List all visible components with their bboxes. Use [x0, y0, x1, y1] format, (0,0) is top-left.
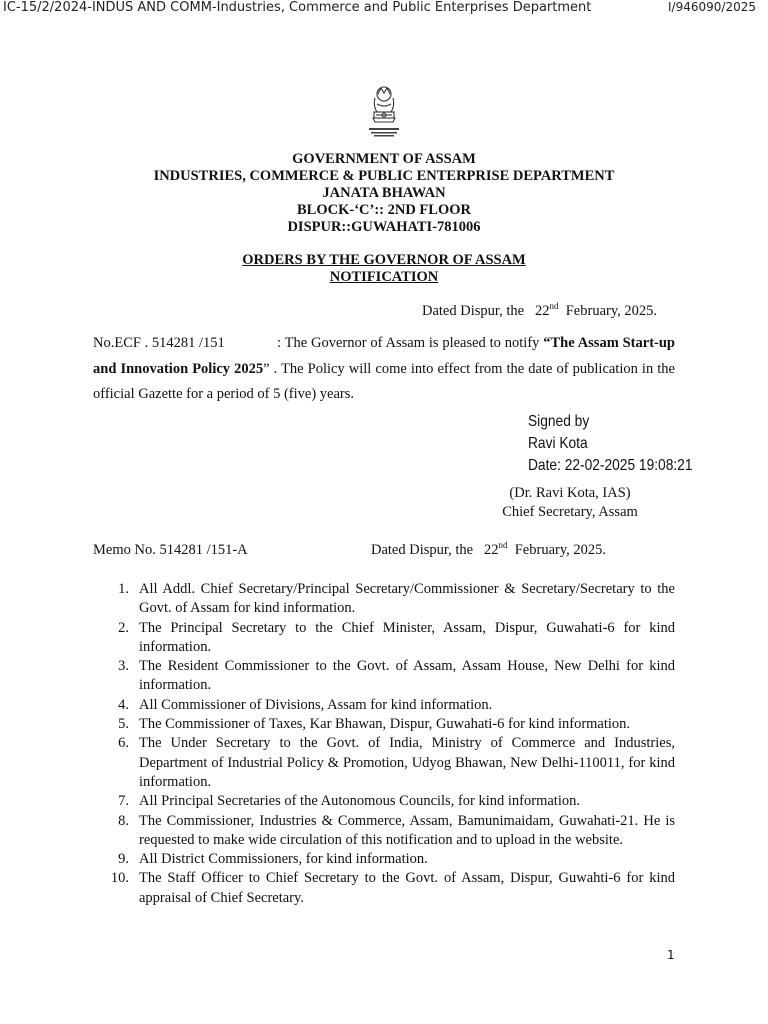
department-header — [0, 151, 768, 236]
memo-date-day: 22 — [483, 542, 499, 558]
header-block: BLOCK-‘C’:: 2ND FLOOR — [297, 202, 471, 218]
list-item-text: The Commissioner of Taxes, Kar Bhawan, Dispur, Guwahati-6 for kind information. — [139, 716, 631, 733]
list-item-text: All Principal Secretaries of the Autonomous Councils, for kind information. — [139, 793, 580, 810]
list-item — [93, 812, 675, 851]
list-item-number: 10. — [110, 870, 129, 887]
list-item-number: 5. — [118, 716, 129, 733]
file-reference: IC-15/2/2024-INDUS AND COMM-Industries, Commerce and Public Enterprises Department — [3, 0, 592, 15]
list-item — [93, 715, 675, 734]
receipt-reference: I/946090/2025 — [668, 0, 756, 14]
signatory-designation: Chief Secretary, Assam — [502, 504, 638, 520]
signed-by-label: Signed by — [528, 413, 590, 430]
date-suffix: nd — [549, 301, 559, 311]
list-item — [93, 619, 675, 658]
memo-number: Memo No. 514281 /151-A — [93, 542, 248, 558]
policy-name: “The Assam Start-up and Innovation Policy 2025 — [93, 335, 675, 377]
memo-date-rest: February, 2025. — [514, 542, 607, 558]
list-item-number: 9. — [118, 851, 129, 868]
memo-line — [93, 542, 693, 559]
list-item-number: 6. — [118, 735, 129, 752]
notification-date — [422, 303, 657, 320]
list-item — [93, 734, 675, 792]
list-item — [93, 792, 675, 811]
date-rest: February, 2025. — [565, 303, 658, 319]
orders-heading — [0, 252, 768, 286]
list-item — [93, 696, 675, 715]
date-day: 22 — [534, 303, 550, 319]
list-item-number: 1. — [118, 581, 129, 597]
notification-title: NOTIFICATION — [329, 269, 439, 285]
list-item — [93, 850, 675, 869]
memo-date-suffix: nd — [498, 540, 508, 550]
signatory-block — [470, 484, 670, 522]
date-prefix: Dated Dispur, the — [422, 303, 525, 319]
document-reference-bar — [0, 0, 768, 18]
state-emblem-icon — [365, 84, 403, 140]
list-item — [93, 657, 675, 696]
notification-number: No.ECF . 514281 /151 — [93, 335, 225, 351]
signatory-name: (Dr. Ravi Kota, IAS) — [509, 485, 631, 501]
list-item-text: The Staff Officer to Chief Secretary to the Govt. of Assam, Dispur, Guwahti-6 for kind appraisal of Chief Secretary. — [139, 870, 675, 906]
list-item-text: The Resident Commissioner to the Govt. of Assam, Assam House, New Delhi for kind information. — [139, 658, 675, 694]
orders-title: ORDERS BY THE GOVERNOR OF ASSAM — [242, 252, 526, 268]
list-item-text: The Principal Secretary to the Chief Minister, Assam, Dispur, Guwahati-6 for kind information. — [139, 619, 675, 655]
list-item-text: All Commissioner of Divisions, Assam for kind information. — [139, 696, 493, 713]
list-item-text: The Commissioner, Industries & Commerce, Assam, Bamunimaidam, Guwahati-21. He is requested to make wide circulation of this notification and to upload in the website. — [139, 812, 675, 848]
list-item — [93, 580, 675, 619]
header-city: DISPUR::GUWAHATI-781006 — [287, 219, 481, 235]
notification-text-1: : The Governor of Assam is pleased to notify — [277, 335, 544, 351]
list-item-number: 7. — [118, 793, 129, 810]
memo-date — [371, 542, 606, 559]
list-item-text: The Under Secretary to the Govt. of India, Ministry of Commerce and Industries, Department of Industrial Policy & Promotion, Udyog Bhawan, New Delhi-110011, for kind information. — [139, 735, 675, 790]
digital-signature — [528, 411, 692, 477]
signer-name-digital: Ravi Kota — [528, 435, 588, 452]
notification-text-2: ” . The Policy will come into effect from the date of publication in the official Gazette for a period of 5 (five) years. — [93, 360, 675, 402]
header-building: JANATA BHAWAN — [322, 185, 446, 201]
list-item-number: 8. — [118, 812, 129, 829]
distribution-list — [93, 580, 675, 908]
memo-date-prefix: Dated Dispur, the — [371, 542, 474, 558]
header-department: INDUSTRIES, COMMERCE & PUBLIC ENTERPRISE DEPARTMENT — [153, 168, 615, 184]
list-item-number: 3. — [118, 658, 129, 675]
page-number: 1 — [667, 948, 675, 962]
notification-body — [93, 331, 675, 408]
list-item-text: All Addl. Chief Secretary/Principal Secretary/Commissioner & Secretary/Secretary to the Govt. of Assam for kind information. — [139, 581, 675, 617]
header-government: GOVERNMENT OF ASSAM — [292, 151, 476, 167]
list-item-text: All District Commissioners, for kind information. — [139, 851, 428, 868]
list-item-number: 4. — [118, 696, 129, 713]
list-item — [93, 869, 675, 908]
list-item-number: 2. — [118, 619, 129, 636]
signature-date: Date: 22-02-2025 19:08:21 — [528, 457, 693, 474]
